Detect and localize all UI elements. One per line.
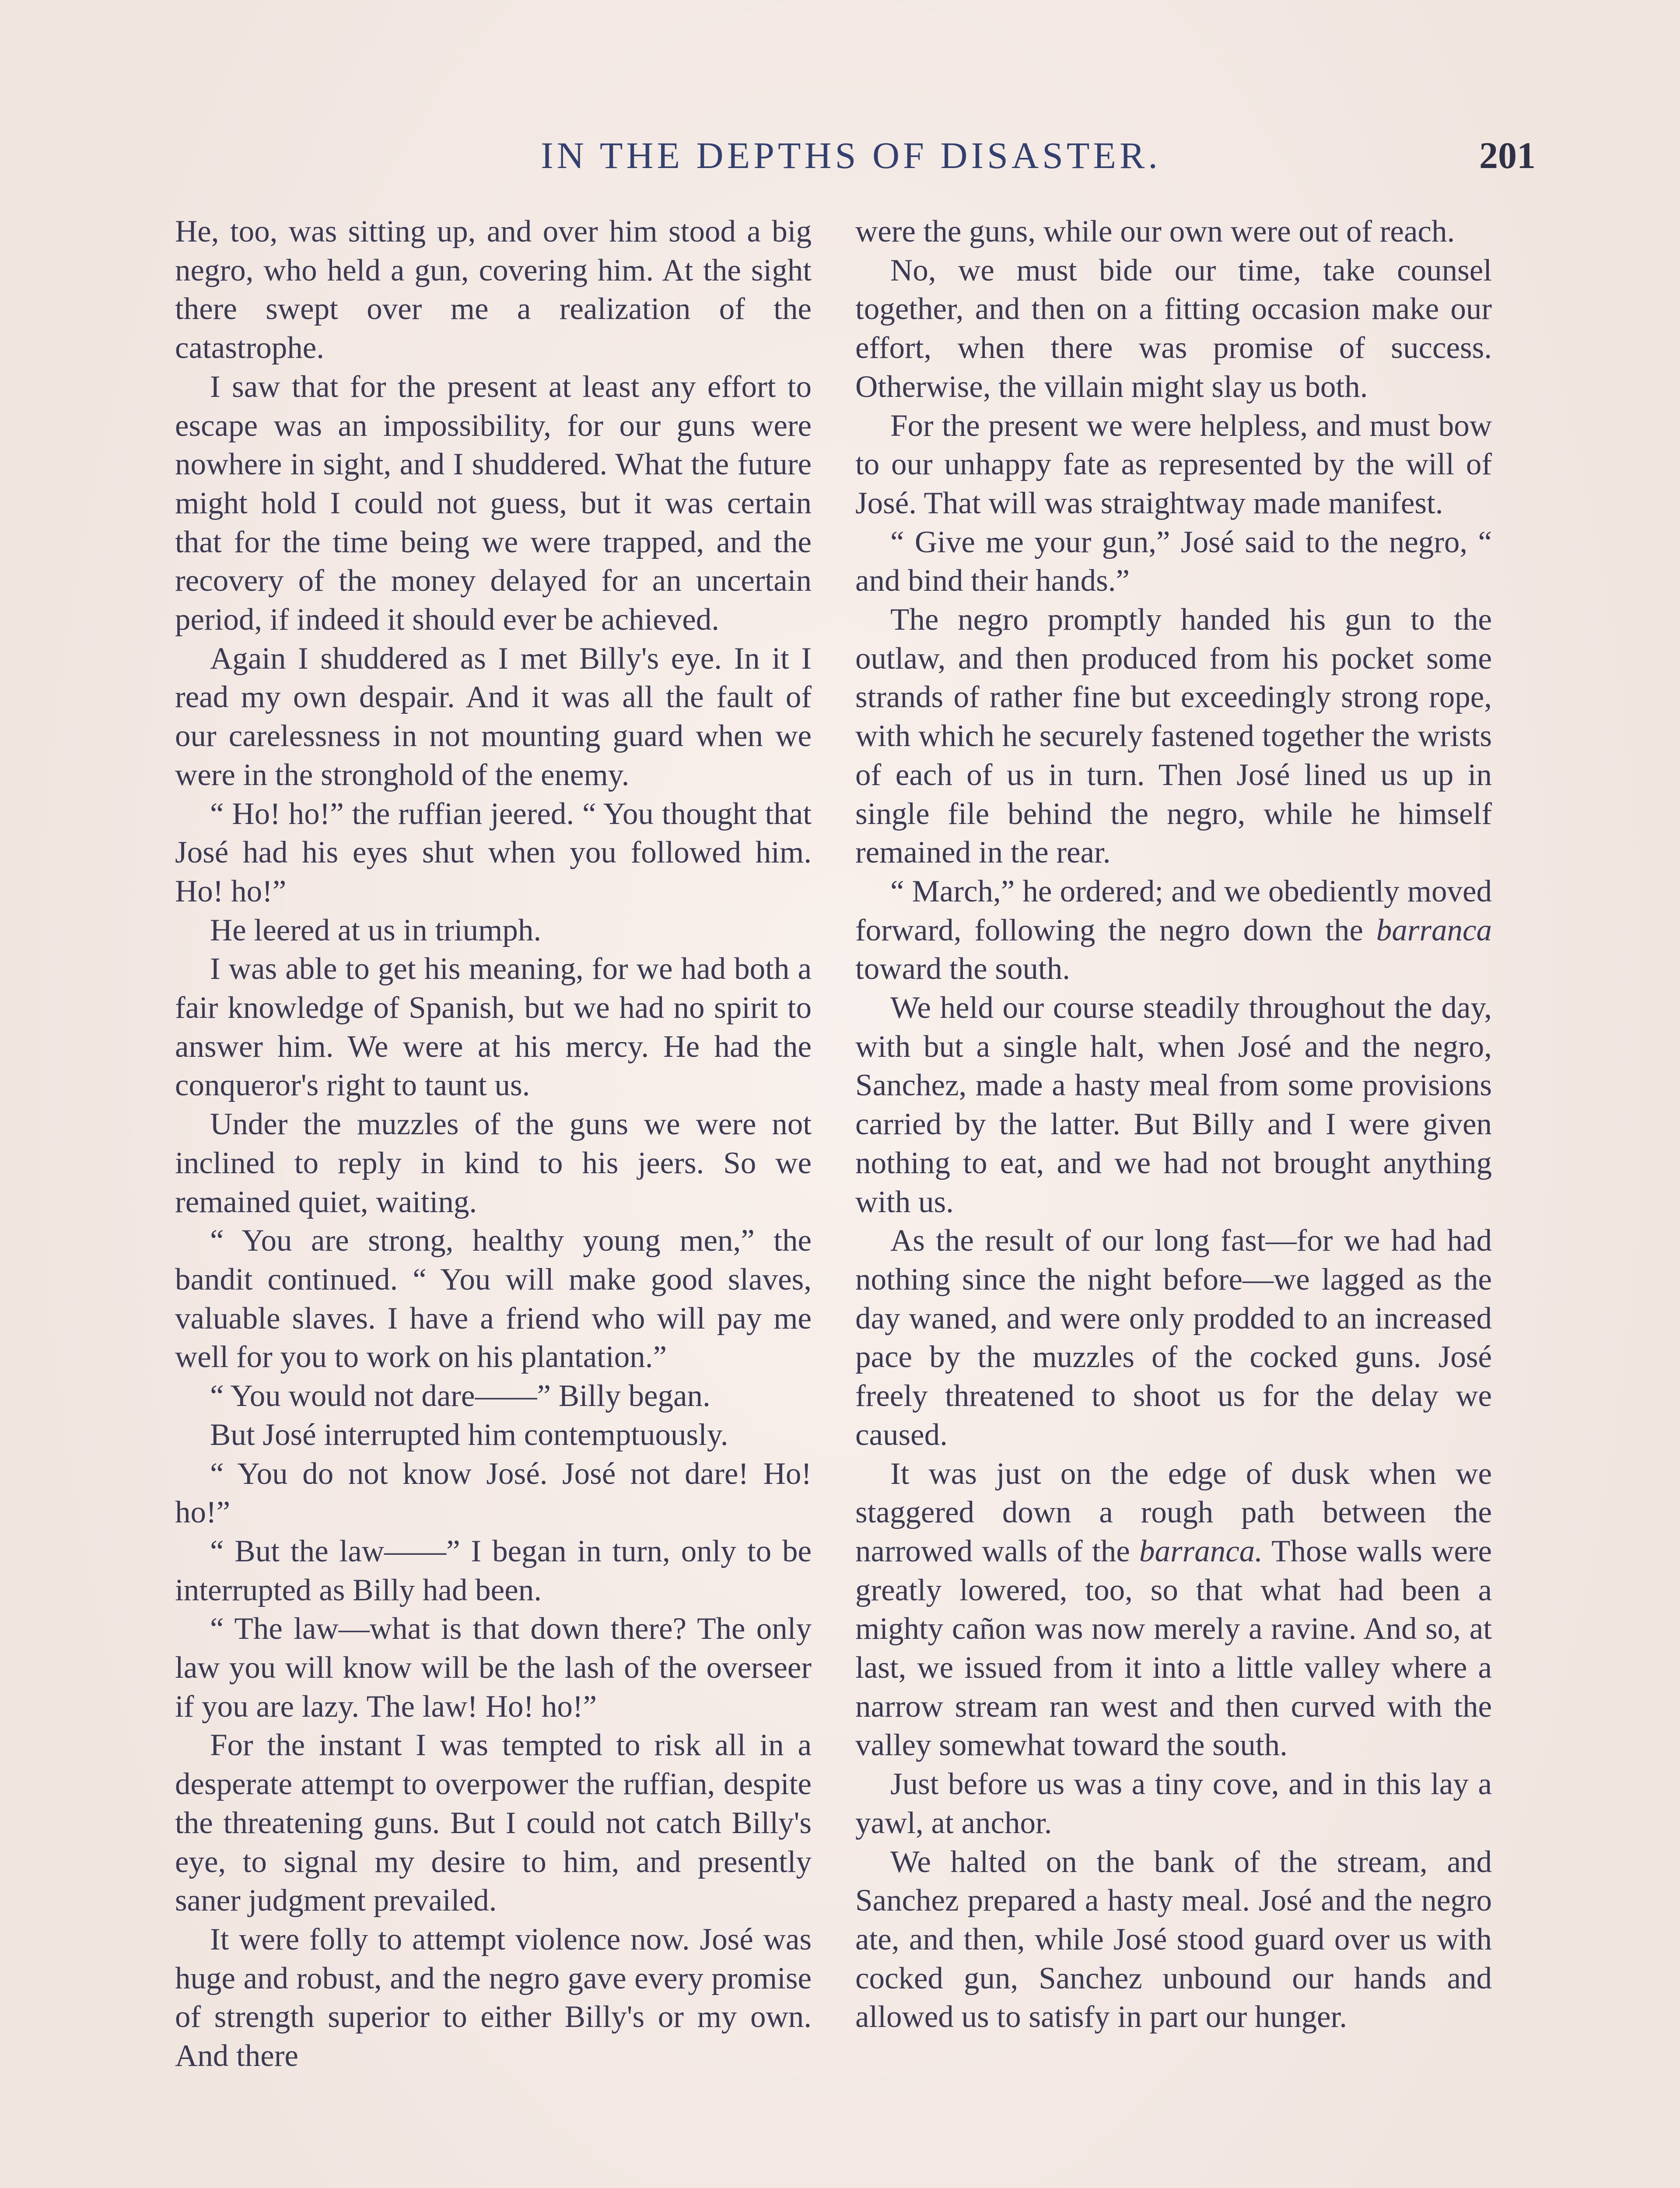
paragraph: No, we must bide our time, take counsel together, and then on a fitting occasion make our effort, when there was promise of success. Otherwise, the villain might slay us both.	[855, 253, 1492, 404]
paragraph: We held our course steadily throughout the day, with but a single halt, when José and the negro, Sanchez, made a hasty meal from some provisions carried by the latter. But Billy and I were given nothing to eat, and we had not brought anything with us.	[855, 991, 1492, 1219]
paragraph: “ Give me your gun,” José said to the negro, “ and bind their hands.”	[855, 525, 1492, 598]
paragraph: I saw that for the present at least any effort to escape was an impossibility, for our guns were nowhere in sight, and I shuddered. What the future might hold I could not guess, but it was certain that for the time being we were trapped, and the recovery of the money delayed for an uncertain period, if indeed it should ever be achieved.	[175, 369, 812, 637]
paragraph: He leered at us in triumph.	[210, 913, 542, 947]
paragraph: “ Ho! ho!” the ruffian jeered. “ You thought that José had his eyes shut when you followed him. Ho! ho!”	[175, 796, 812, 908]
paragraph: “ You would not dare——” Billy began.	[210, 1379, 710, 1413]
paragraph: But José interrupted him contemptuously.	[210, 1417, 728, 1452]
paragraph: Just before us was a tiny cove, and in this lay a yawl, at anchor.	[855, 1767, 1492, 1840]
paragraph: It were folly to attempt violence now. José was huge and robust, and the negro gave every promise of strength superior to either Billy's or my own. And there	[175, 1922, 812, 2073]
left-text-column	[175, 212, 812, 2076]
paragraph: Again I shuddered as I met Billy's eye. In it I read my own despair. And it was all the fault of our carelessness in not mounting guard when we were in the stronghold of the enemy.	[175, 641, 812, 792]
paragraph: I was able to get his meaning, for we had both a fair knowledge of Spanish, but we had no spirit to answer him. We were at his mercy. He had the conqueror's right to taunt us.	[175, 952, 812, 1103]
page-number: 201	[1479, 134, 1536, 176]
paragraph: The negro promptly handed his gun to the outlaw, and then produced from his pocket some strands of rather fine but exceedingly strong rope, with which he securely fastened together the wrists of each of us in turn. Then José lined us up in single file behind the negro, while he himself remained in the rear.	[855, 603, 1492, 870]
paragraph: For the present we were helpless, and must bow to our unhappy fate as represented by the will of José. That will was straightway made manifest.	[855, 408, 1492, 520]
paragraph: “ You do not know José. José not dare! Ho! ho!”	[175, 1456, 812, 1530]
paragraph: “ March,” he ordered; and we obediently moved forward, following the negro down the barranca toward the south.	[855, 874, 1492, 986]
paragraph: For the instant I was tempted to risk all in a desperate attempt to overpower the ruffian, despite the threatening guns. But I could not catch Billy's eye, to signal my desire to him, and presently saner judgment prevailed.	[175, 1728, 812, 1918]
paragraph: As the result of our long fast—for we had had nothing since the night before—we lagged as the day waned, and were only prodded to an increased pace by the muzzles of the cocked guns. José freely threatened to shoot us for the delay we caused.	[855, 1224, 1492, 1452]
paragraph: were the guns, while our own were out of reach.	[855, 214, 1455, 249]
paragraph: “ You are strong, healthy young men,” the bandit continued. “ You will make good slaves, valuable slaves. I have a friend who will pay me well for you to work on his plantation.”	[175, 1224, 812, 1375]
right-text-column	[855, 212, 1492, 2037]
paragraph: “ The law—what is that down there? The only law you will know will be the lash of the overseer if you are lazy. The law! Ho! ho!”	[175, 1612, 812, 1724]
paragraph: He, too, was sitting up, and over him stood a big negro, who held a gun, covering him. At the sight there swept over me a realization of the catastrophe.	[175, 214, 812, 365]
paragraph: Under the muzzles of the guns we were not inclined to reply in kind to his jeers. So we remained quiet, waiting.	[175, 1107, 812, 1219]
running-head	[166, 131, 1536, 179]
paragraph: It was just on the edge of dusk when we staggered down a rough path between the narrowed walls of the barranca. Those walls were greatly lowered, too, so that what had been a mighty cañon was now merely a ravine. And so, at last, we issued from it into a little valley where a narrow stream ran west and then curved with the valley somewhat toward the south.	[855, 1456, 1492, 1763]
paragraph: “ But the law——” I began in turn, only to be interrupted as Billy had been.	[175, 1534, 812, 1607]
paragraph: We halted on the bank of the stream, and Sanchez prepared a hasty meal. José and the negro ate, and then, while José stood guard over us with cocked gun, Sanchez unbound our hands and allowed us to satisfy in part our hunger.	[855, 1844, 1492, 2034]
running-title: IN THE DEPTHS OF DISASTER.	[541, 134, 1161, 176]
